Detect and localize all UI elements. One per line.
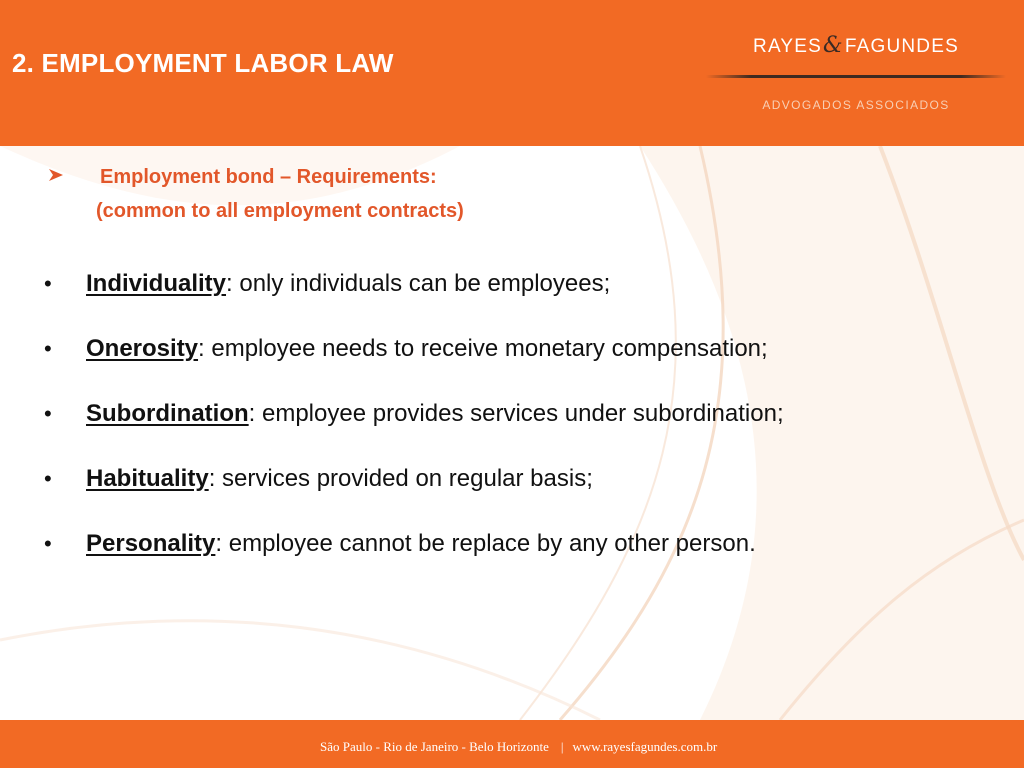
slide-content: [0, 146, 1024, 720]
requirements-list: [44, 264, 784, 589]
footer-cities: São Paulo - Rio de Janeiro - Belo Horizonte: [320, 739, 549, 754]
list-item: [44, 329, 784, 394]
bullet-icon: •: [44, 336, 52, 361]
section-heading: [48, 160, 464, 228]
footer-separator: |: [560, 739, 564, 754]
requirement-term: Personality: [86, 530, 216, 557]
logo-name-right: FAGUNDES: [844, 36, 959, 57]
requirement-term: Habituality: [86, 465, 209, 492]
list-item: [44, 264, 784, 329]
requirement-term: Subordination: [86, 400, 249, 427]
header-bar: [0, 0, 1024, 146]
requirement-term: Onerosity: [86, 335, 199, 362]
footer-website-link[interactable]: www.rayesfagundes.com.br: [572, 739, 718, 754]
bullet-icon: •: [44, 466, 52, 491]
logo: [688, 0, 1024, 143]
requirement-text: : employee needs to receive monetary compensation;: [198, 335, 768, 362]
page-title: 2. EMPLOYMENT LABOR LAW: [12, 48, 394, 78]
logo-divider: [706, 75, 1006, 78]
requirement-text: : employee cannot be replace by any other person.: [215, 530, 756, 557]
footer-info: [320, 739, 717, 755]
bullet-icon: •: [44, 401, 52, 426]
section-heading-line2: (common to all employment contracts): [96, 200, 464, 222]
requirement-text: : employee provides services under subordination;: [248, 400, 784, 427]
logo-ampersand: &: [823, 33, 844, 58]
logo-wordmark: [688, 33, 1024, 58]
logo-subtitle: ADVOGADOS ASSOCIADOS: [762, 98, 950, 112]
requirement-text: : services provided on regular basis;: [208, 465, 593, 492]
list-item: [44, 459, 784, 524]
logo-name-left: RAYES: [753, 36, 823, 57]
footer-bar: [0, 720, 1024, 768]
requirement-text: : only individuals can be employees;: [226, 270, 611, 297]
list-item: [44, 394, 784, 459]
bullet-icon: •: [44, 531, 52, 556]
list-item: [44, 524, 784, 589]
bullet-icon: •: [44, 271, 52, 296]
arrow-bullet-icon: [48, 168, 64, 182]
requirement-term: Individuality: [86, 270, 227, 297]
section-heading-line1: Employment bond – Requirements:: [100, 166, 437, 188]
